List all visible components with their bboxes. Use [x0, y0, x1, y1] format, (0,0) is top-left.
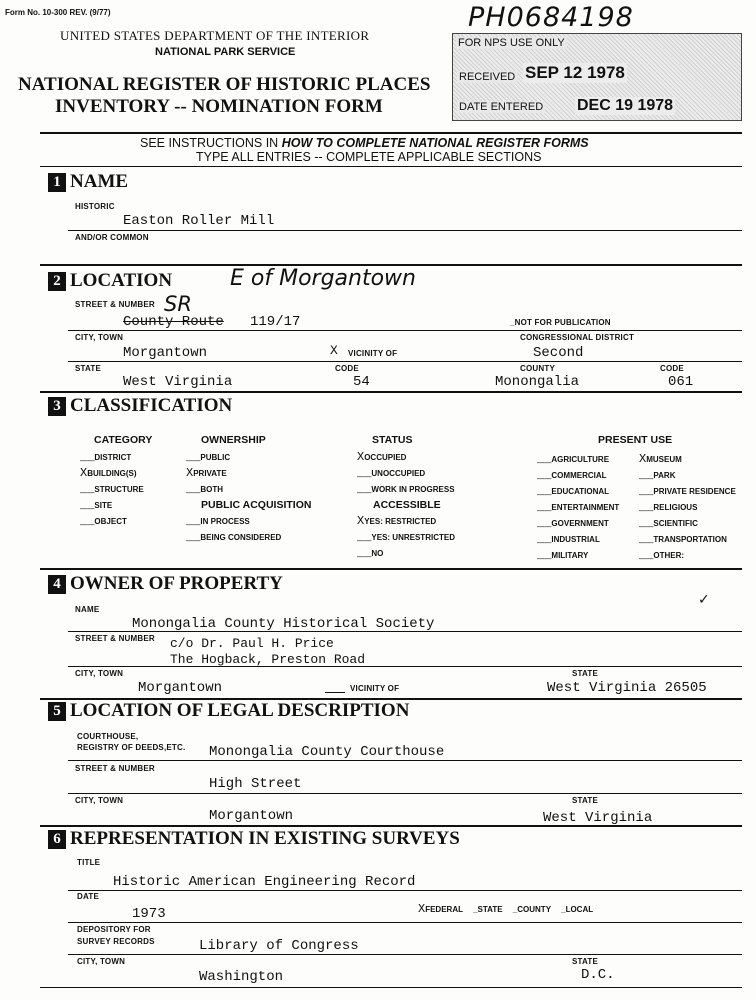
street-value-struck: County Route	[123, 314, 224, 330]
use-museum[interactable]: XMUSEUM	[639, 452, 682, 466]
accessible-restricted[interactable]: XYES: RESTRICTED	[357, 514, 437, 528]
accessible-list	[357, 514, 455, 562]
check-mark: ✓	[698, 592, 710, 608]
entered-stamp: DEC 19 1978	[577, 97, 674, 114]
section-2-heading: 2 LOCATION	[48, 270, 172, 292]
instructions-line2: TYPE ALL ENTRIES -- COMPLETE APPLICABLE SECTIONS	[196, 150, 542, 164]
status-list	[357, 450, 455, 498]
category-buildings[interactable]: XBUILDING(S)	[80, 466, 137, 480]
ownership-both[interactable]: __BOTH	[186, 482, 224, 496]
instructions-line1: SEE INSTRUCTIONS IN HOW TO COMPLETE NATIONAL REGISTER FORMS	[140, 136, 589, 150]
owner-name-value: Monongalia County Historical Society	[132, 616, 435, 632]
section-5-heading: 5 LOCATION OF LEGAL DESCRIPTION	[48, 700, 409, 722]
depository-label-2: SURVEY RECORDS	[77, 937, 155, 946]
ownership-private[interactable]: XPRIVATE	[186, 466, 227, 480]
divider	[68, 922, 742, 923]
street-number-label: STREET & NUMBER	[75, 300, 155, 309]
location-handwritten-note: E of Morgantown	[230, 266, 416, 291]
vicinity-mark: X	[330, 343, 338, 358]
use-industrial[interactable]: __INDUSTRIAL	[537, 532, 600, 546]
owner-vicinity-label: VICINITY OF	[350, 684, 400, 693]
survey-title-value: Historic American Engineering Record	[113, 874, 416, 890]
level-county[interactable]: _COUNTY	[512, 905, 551, 914]
street-value: 119/17	[250, 314, 301, 330]
city-value: Morgantown	[123, 345, 208, 361]
divider	[68, 230, 742, 231]
courthouse-label-2: REGISTRY OF DEEDS,ETC.	[77, 743, 186, 752]
street-handwritten: SR	[164, 292, 192, 316]
courthouse-label-1: COURTHOUSE,	[77, 732, 139, 741]
depository-state-label: STATE	[572, 957, 599, 966]
owner-street-label: STREET & NUMBER	[75, 634, 155, 643]
present-use-left-list	[537, 452, 619, 564]
city-town-label: CITY, TOWN	[75, 333, 124, 342]
depository-city-value: Washington	[199, 969, 284, 985]
section-3-heading: 3 CLASSIFICATION	[48, 395, 232, 417]
legal-state-label: STATE	[572, 796, 599, 805]
level-state[interactable]: _STATE	[473, 905, 503, 914]
accessible-heading: ACCESSIBLE	[373, 499, 441, 511]
form-title-line2: INVENTORY -- NOMINATION FORM	[55, 96, 383, 117]
depository-state-value: D.C.	[581, 967, 615, 983]
use-religious[interactable]: __RELIGIOUS	[639, 500, 698, 514]
divider	[40, 568, 742, 570]
legal-state-value: West Virginia	[543, 810, 653, 826]
use-agriculture[interactable]: __AGRICULTURE	[537, 452, 610, 466]
owner-street-value-2: The Hogback, Preston Road	[170, 652, 366, 667]
divider	[68, 361, 742, 362]
state-code-value: 54	[353, 374, 370, 390]
received-label: RECEIVED	[459, 71, 516, 83]
vicinity-label: VICINITY OF	[348, 349, 398, 358]
not-for-publication: _NOT FOR PUBLICATION	[510, 318, 611, 327]
county-code-label: CODE	[660, 364, 684, 373]
historic-label: HISTORIC	[75, 202, 115, 211]
category-site[interactable]: __SITE	[80, 498, 113, 512]
vicinity-blank[interactable]	[325, 692, 345, 693]
county-label: COUNTY	[520, 364, 555, 373]
category-district[interactable]: __DISTRICT	[80, 450, 132, 464]
common-name-label: AND/OR COMMON	[75, 233, 149, 242]
divider	[40, 987, 742, 988]
divider	[68, 631, 742, 632]
date-entered-label: DATE ENTERED	[459, 101, 544, 113]
present-use-heading: PRESENT USE	[598, 434, 673, 446]
owner-state-label: STATE	[572, 669, 599, 678]
owner-city-value: Morgantown	[138, 680, 223, 696]
depository-city-label: CITY, TOWN	[77, 957, 126, 966]
state-label: STATE	[75, 364, 102, 373]
use-other[interactable]: __OTHER:	[639, 548, 685, 562]
divider	[40, 825, 742, 827]
present-use-right-list	[639, 452, 736, 564]
owner-street-value-1: c/o Dr. Paul H. Price	[170, 636, 334, 651]
survey-title-label: TITLE	[77, 858, 101, 867]
use-entertainment[interactable]: __ENTERTAINMENT	[537, 500, 620, 514]
use-commercial[interactable]: __COMMERCIAL	[537, 468, 607, 482]
form-number: Form No. 10-300 REV. (9/77)	[5, 8, 111, 17]
divider	[68, 793, 742, 794]
level-federal[interactable]: XFEDERAL	[418, 902, 463, 916]
nps-box-title: FOR NPS USE ONLY	[458, 37, 565, 49]
depository-value: Library of Congress	[199, 938, 359, 954]
divider	[40, 132, 742, 134]
divider	[68, 954, 742, 955]
legal-street-value: High Street	[209, 776, 302, 792]
acquisition-being-considered[interactable]: __BEING CONSIDERED	[186, 530, 282, 544]
owner-name-label: NAME	[75, 605, 100, 614]
legal-city-label: CITY, TOWN	[75, 796, 124, 805]
agency-name: UNITED STATES DEPARTMENT OF THE INTERIOR	[60, 28, 370, 43]
legal-city-value: Morgantown	[209, 808, 294, 824]
use-scientific[interactable]: __SCIENTIFIC	[639, 516, 698, 530]
divider	[68, 890, 742, 891]
legal-street-label: STREET & NUMBER	[75, 764, 155, 773]
state-value: West Virginia	[123, 374, 233, 390]
survey-level-options	[418, 902, 593, 916]
acquisition-list	[186, 514, 281, 546]
service-name: NATIONAL PARK SERVICE	[155, 46, 296, 58]
status-unoccupied[interactable]: __UNOCCUPIED	[357, 466, 426, 480]
acquisition-in-process[interactable]: __IN PROCESS	[186, 514, 250, 528]
use-park[interactable]: __PARK	[639, 468, 676, 482]
county-code-value: 061	[668, 374, 694, 390]
use-private-residence[interactable]: __PRIVATE RESIDENCE	[639, 484, 736, 498]
divider	[68, 666, 742, 667]
ownership-heading: OWNERSHIP	[201, 434, 266, 446]
ownership-list	[186, 450, 230, 498]
public-acquisition-heading: PUBLIC ACQUISITION	[201, 499, 312, 511]
divider	[40, 391, 742, 393]
owner-state-value: West Virginia 26505	[547, 680, 707, 696]
status-occupied[interactable]: XOCCUPIED	[357, 450, 407, 464]
form-title-line1: NATIONAL REGISTER OF HISTORIC PLACES	[18, 74, 431, 95]
use-government[interactable]: __GOVERNMENT	[537, 516, 609, 530]
use-educational[interactable]: __EDUCATIONAL	[537, 484, 610, 498]
divider	[40, 166, 742, 167]
received-stamp: SEP 12 1978	[525, 63, 625, 82]
code-label: CODE	[335, 364, 359, 373]
owner-city-label: CITY, TOWN	[75, 669, 124, 678]
use-transportation[interactable]: __TRANSPORTATION	[639, 532, 727, 546]
category-list	[80, 450, 144, 530]
status-work-in-progress[interactable]: __WORK IN PROGRESS	[357, 482, 455, 496]
historic-name-value: Easton Roller Mill	[123, 213, 275, 229]
category-heading: CATEGORY	[94, 434, 153, 446]
category-object[interactable]: __OBJECT	[80, 514, 127, 528]
divider	[68, 330, 742, 331]
level-local[interactable]: _LOCAL	[561, 905, 594, 914]
section-4-heading: 4 OWNER OF PROPERTY	[48, 573, 283, 595]
section-1-heading: 1 NAME	[48, 171, 128, 193]
nps-use-only-box	[452, 33, 742, 121]
ownership-public[interactable]: __PUBLIC	[186, 450, 231, 464]
divider	[68, 760, 742, 761]
section-6-heading: 6 REPRESENTATION IN EXISTING SURVEYS	[48, 828, 460, 850]
county-value: Monongalia	[495, 374, 580, 390]
courthouse-value: Monongalia County Courthouse	[209, 744, 445, 760]
category-structure[interactable]: __STRUCTURE	[80, 482, 144, 496]
accessible-unrestricted[interactable]: __YES: UNRESTRICTED	[357, 530, 455, 544]
congressional-district-label: CONGRESSIONAL DISTRICT	[520, 333, 635, 342]
status-heading: STATUS	[372, 434, 413, 446]
use-military[interactable]: __MILITARY	[537, 548, 589, 562]
survey-date-value: 1973	[132, 906, 166, 922]
congressional-district-value: Second	[533, 345, 584, 361]
accessible-no[interactable]: __NO	[357, 546, 384, 560]
handwritten-id: PH0684198	[468, 2, 634, 33]
survey-date-label: DATE	[77, 892, 99, 901]
depository-label-1: DEPOSITORY FOR	[77, 925, 151, 934]
